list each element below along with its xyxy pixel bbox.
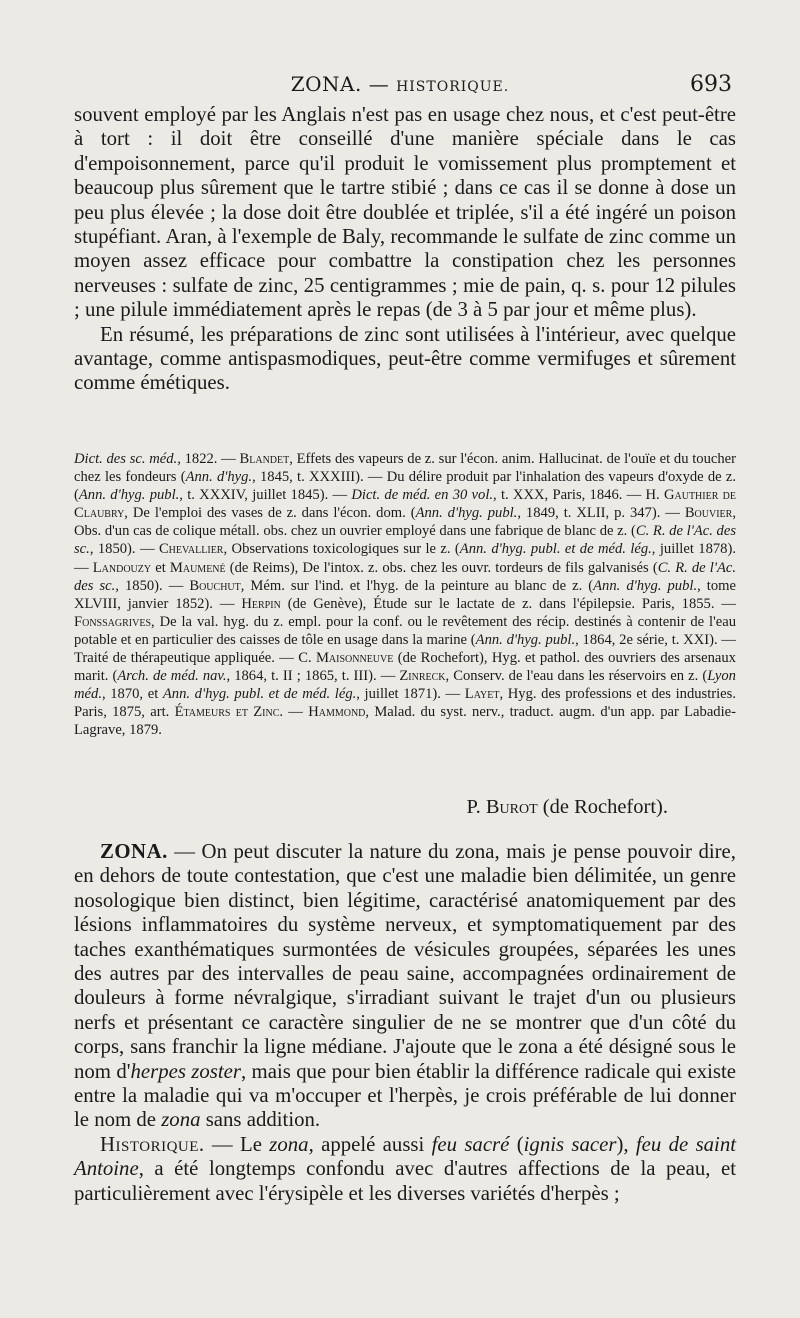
running-title-separator: — (361, 72, 397, 96)
zona-italic-d: zona (161, 1108, 201, 1132)
bibliography-run: Dict. des sc. méd. (74, 451, 178, 467)
bibliography-run: Arch. de méd. nav. (117, 668, 227, 685)
bibliography-run: Ann. d'hyg. publ. (593, 577, 698, 594)
bibliography-run: Herpin (241, 595, 281, 612)
paragraph-zona (74, 840, 736, 1133)
historique-text-i: , a été longtemps confondu avec d'autres affections de la peau, et particulièrement avec l'érysipèle et les diverses variétés d'herpès ; (74, 1157, 736, 1205)
historique-text-e: ( (509, 1132, 524, 1156)
bibliography-run: , Conserv. de l'eau dans les réservoirs en z. ( (445, 668, 708, 685)
historique-text-c: , appelé aussi (308, 1132, 432, 1156)
bibliography-run: , Effets des vapeurs de z. sur l'écon. anim. Hallucinat. de l'ouïe et du toucher chez les fondeurs ( (74, 451, 736, 486)
bibliography-run: , 1849, t. XLII, p. 347). — (517, 505, 685, 522)
bibliography-run: , tome XLVIII, janvier 1852). — (74, 577, 736, 612)
bibliography-run: Layet (464, 686, 500, 703)
bibliography-run: . — (279, 704, 309, 721)
bibliography-run: , juillet 1878). — (74, 541, 736, 576)
main-text-bottom (74, 840, 736, 1206)
author-signature (466, 796, 668, 819)
historique-italic-h: feu de saint Antoine (74, 1132, 737, 1181)
bibliography-run: Landouzy (92, 559, 152, 576)
bibliography-run: , Hyg. des professions et des industries. Paris, 1875, art. (74, 686, 736, 721)
bibliography-run: Ann. d'hyg. publ. (415, 505, 518, 522)
bibliography-run: Hammond (308, 704, 366, 721)
bibliography-run: , 1850). — (89, 541, 159, 558)
bibliography-run: , Obs. d'un cas de colique métall. obs. chez un ouvrier employé dans une fabrique de blanc de z. ( (74, 505, 736, 540)
bibliography-run: , De l'emploi des vases de z. dans l'écon. dom. ( (124, 505, 416, 522)
bibliography-run: Fonssagrives (74, 613, 152, 630)
bibliography-run: , 1864, 2e série, t. XXI). — Traité de thérapeutique appliquée. — C. (74, 631, 737, 667)
zona-text-e: sans addition. (200, 1108, 321, 1132)
bibliography-run: Ann. d'hyg. (185, 469, 253, 486)
bibliography-run: C. R. de l'Ac. des sc. (74, 559, 737, 594)
bibliography-run: , Observations toxicologiques sur le z. ( (223, 541, 460, 558)
running-title-section: HISTORIQUE. (396, 79, 510, 95)
main-text-top (74, 103, 736, 396)
bibliography-run: Dict. de méd. en 30 vol. (351, 487, 494, 504)
historique-italic-f: ignis sacer (523, 1132, 617, 1156)
signature-initial: P. (466, 796, 486, 818)
bibliography-run: Gauthier de Claubry (74, 487, 736, 522)
bibliography-run: , 1850). — (115, 577, 190, 594)
zona-heading: ZONA. (100, 840, 168, 863)
bibliography-run: Ann. d'hyg. publ. et de méd. lég. (459, 541, 652, 558)
bibliography-run: (de Rochefort), Hyg. et pathol. des ouvriers des arsenaux marit. ( (74, 650, 736, 685)
bibliography (74, 450, 736, 740)
bibliography-run: Chevallier (158, 541, 224, 558)
bibliography-run: Maisonneuve (315, 650, 394, 667)
bibliography-run: , 1845, t. XXXIII). — Du délire produit par l'inhalation des vapeurs d'oxyde de z. ( (74, 469, 736, 504)
page-number: 693 (690, 72, 732, 97)
signature-place: (de Rochefort). (537, 796, 668, 818)
bibliography-run: , t. XXXIV, juillet 1845). — (179, 487, 352, 504)
bibliography-run: , Malad. du syst. nerv., traduct. augm. d'un app. par Labadie-Lagrave, 1879. (74, 704, 736, 739)
paragraph-historique (74, 1133, 736, 1206)
bibliography-run: Bouchut (189, 577, 241, 594)
bibliography-run: , 1870, et (101, 686, 163, 703)
bibliography-run: , juillet 1871). — (356, 686, 465, 703)
historique-text-a: — Le (204, 1132, 270, 1156)
zona-italic-b: herpes zoster (130, 1059, 241, 1083)
bibliography-run: Bouvier (684, 505, 733, 522)
historique-text-g: ), (616, 1132, 636, 1156)
bibliography-run: Ann. d'hyg. publ. (78, 487, 180, 504)
running-title (0, 72, 800, 96)
bibliography-run: et (151, 559, 170, 576)
bibliography-run: , Mém. sur l'ind. et l'hyg. de la peinture au blanc de z. ( (240, 577, 594, 594)
historique-italic-d: feu sacré (431, 1132, 510, 1156)
historique-heading: Historique. (100, 1132, 205, 1156)
bibliography-run: C. R. de l'Ac. des sc. (74, 523, 736, 558)
bibliography-run: , 1822. — (177, 451, 240, 467)
paragraph-resume: En résumé, les préparations de zinc sont utilisées à l'intérieur, avec quelque avantage, comme antispasmodiques, peut-être comme vermifuges et sûrement comme émétiques. (74, 322, 736, 395)
paragraph-zinc-sulfate: souvent employé par les Anglais n'est pas en usage chez nous, et c'est peut-être à tort : il doit être conseillé d'une manière spéciale dans le cas d'empoisonnement, parce qu'il produit le vomissement plus promptement et beaucoup plus sûrement que le tartre stibié ; dans ce cas il se donne à dose un peu plus élevée ; la dose doit être doublée et triplée, s'il a été ingéré un poison stupéfiant. Aran, à l'exemple de Baly, recommande le sulfate de zinc comme un moyen assez efficace pour combattre la constipation chez les personnes nerveuses : sulfate de zinc, 25 centigrammes ; mie de pain, q. s. pour 12 pilules ; une pilule immédiatement après le repas (de 3 à 5 par jour et même plus). (74, 103, 736, 322)
zona-text-c: , mais que pour bien établir la différence radicale qui existe entre la maladie qui va m'occuper et l'herpès, je crois préférable de lui donner le nom de (74, 1059, 736, 1132)
bibliography-run: Lyon méd. (74, 668, 736, 703)
bibliography-run: Blandet (239, 451, 290, 467)
running-title-main: ZONA. (290, 72, 362, 96)
bibliography-run: (de Genève), Étude sur le lactate de z. dans l'épilepsie. Paris, 1855. — (280, 595, 736, 612)
bibliography-paragraph (74, 450, 736, 740)
bibliography-run: , De la val. hyg. du z. empl. pour la conf. ou le revêtement des récip. destinés à contenir de l'eau potable et en particulier des caisses de tôle en usage dans la marine ( (74, 613, 736, 648)
bibliography-run: (de Reims), De l'intox. z. obs. chez les ouvr. tordeurs de fils galvanisés ( (225, 559, 658, 576)
historique-italic-b: zona (269, 1132, 309, 1156)
bibliography-run: Maumené (169, 559, 226, 576)
bibliography-run: Ann. d'hyg. publ. (475, 631, 576, 648)
bibliography-run: Étameurs et Zinc (174, 704, 280, 721)
bibliography-run: Zinreck (399, 668, 446, 685)
bibliography-run: , t. XXX, Paris, 1846. — H. (493, 487, 664, 504)
running-header (0, 72, 800, 102)
signature-name: Burot (485, 796, 538, 818)
bibliography-run: Ann. d'hyg. publ. et de méd. lég. (162, 686, 357, 703)
bibliography-run: , 1864, t. II ; 1865, t. III). — (226, 668, 400, 685)
zona-text-a: — On peut discuter la nature du zona, mais je pense pouvoir dire, en dehors de toute contestation, que c'est une maladie bien délimitée, un genre nosologique bien distinct, bien légitime, caractérisé anatomiquement par des lésions inflammatoires du système nerveux, et symptomatiquement par des taches exanthématiques surmontées de vésicules groupées, séparées les unes des autres par des intervalles de peau saine, accompagnées ordinairement de douleurs à forme névralgique, s'irradiant suivant le trajet d'un ou plusieurs nerfs et présentant ce caractère singulier de ne se montrer que d'un côté du corps, sans franchir la ligne médiane. J'ajoute que le zona a été désigné sous le nom d' (74, 840, 736, 1083)
